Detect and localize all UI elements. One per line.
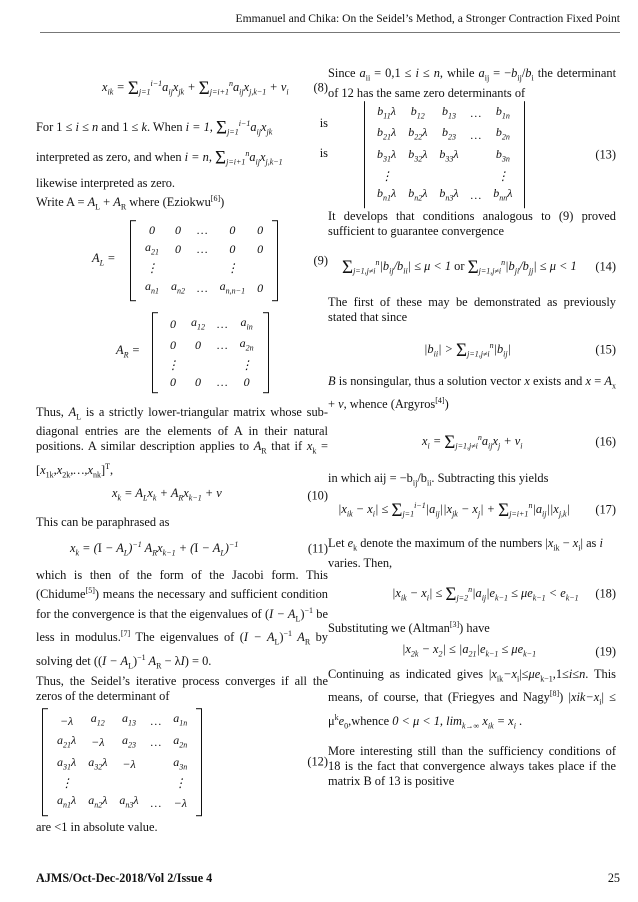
paragraph: Continuing as indicated gives $|x_{ik}-x_i|\le\mu e_{k-1},1\le i\le n$. This means, of course, that (Friegyes and Nagy[8]) $|xik-x_i|$ ≤ $\mu^ke_0,whence$ 0 < μ < 1, $\lim_{k\to\infty} x_{ik} = x_i$ . [328,666,617,731]
equation-13 [328,101,616,209]
equation-number: (19) [595,643,616,658]
equation-11: $x_k = (I - A_L)^{-1}$ $A_Rx_{k-1} + (I - A_L)^{-1}$ (11) [70,540,328,558]
paragraph: Substituting we (Altman[3]) have [328,620,490,636]
running-header: Emmanuel and Chika: On the Seidel’s Method, a Stronger Contraction Fixed Point [235,12,620,25]
equation-number: (14) [595,259,616,274]
page-number: 25 [607,871,620,885]
equation-number: (12) [307,754,328,769]
determinant-13: $b_{11}\lambda$ $b_{12}$ $b_{13}$ … $b_{1n}$ $b_{21}\lambda$ $b_{22}\lambda$ $b_{23}$ … $b_{2n}$ $b_{31}\lambda$ $b_{32}\lambda$ $b_{33}\lambda$ $b_{3n}$ ⋮ ⋮ $b_{n1}\lambda$ $b_{n2}\lambda$ $b_{n3}\lambda$ … $b_{nn}\lambda$ [364,101,525,209]
paragraph: which is then of the form of the Jacobi form. This (Chidume[5]) means the necessary and sufficient condition for the convergence is that the eigenvalues of $(I - A_L)^{-1}$ be less in modulus.[7] The eigenvalues of $(I - A_L)^{-1}$ $A_R$ by solving $\det ((I - A_L)^{-1}$ $A_R - \lambda I) = 0$. [36,568,329,671]
paragraph: Write $A = A_L + A_R$ where (Eziokwu[6]) [36,193,225,212]
matrix-AL: 0 0 … 0 0 $a_{21}$ 0 … 0 0 ⋮ ⋮ $a_{n1}$ $a_{n2}$ … $a_{n,n-1}$ 0 [130,220,278,302]
journal-citation: AJMS/Oct-Dec-2018/Vol 2/Issue 4 [36,871,213,885]
equation-number: (16) [595,434,616,449]
header-rule [40,32,620,33]
equation-9-AL: $A_L$ = 0 0 … 0 0 $a_{21}$ 0 … 0 0 ⋮ ⋮ $a_{n1}$ $a_{n2}$ … $a_{n,n-1}$ 0 (9) [36,215,328,307]
paragraph: are <1 in absolute value. [36,820,158,835]
equation-15: $|b_{ii}| > \Sigma_{j=1,j\ne i}^n|b_{ij}|$ (15) [424,339,616,361]
equation-number: (18) [595,586,616,601]
equation-19: $|x_{2k} - x_2| \le |a_{21}|e_{k-1} \le \mu e_{k-1}$ (19) [402,641,616,659]
matrix-AR: 0 $a_{12}$ … $a_{in}$ 0 0 … $a_{2n}$ ⋮ ⋮ 0 0 … 0 [152,312,269,394]
equation-12 [36,704,328,820]
equation-number: (17) [595,502,616,517]
equation-number: (15) [595,342,616,357]
paragraph: Thus, $A_L$ is a strictly lower-triangular matrix whose sub-diagonal entries are the elements of A in their natural positions. A similar description applies to $A_R$ that if $x_k$ = $[x_{1k},x_{2k},\dots,x_{nk}]^T$, [36,404,328,480]
paragraph: Thus, the Seidel’s iterative process converges if all the zeros of the determinant of [36,674,328,704]
paragraph: interpreted as zero, and when i = n, $\Sigma_{j=i+1}^na_{ij}x_{j,k-1}$ is [36,145,328,169]
equation-16: $x_i = \Sigma_{j=1,j\ne i}^na_{ij}x_j + v_i$ (16) [422,431,616,453]
equation-number: (11) [307,541,328,556]
equation-number: (13) [595,147,616,162]
equation-number: (9) [313,252,328,267]
paragraph: likewise interpreted as zero. [36,175,175,190]
equation-8: $x_{ik} = \Sigma_{j=1}^{i-1}a_{ij}x_{jk} + \Sigma_{j=i+1}^na_{ij}x_{j,k-1} + v_i$ (8) [102,77,328,99]
equation-number: (8) [313,80,328,95]
paragraph: The first of these may be demonstrated as previously stated that since [328,295,616,325]
paragraph: It develops that conditions analogous to (9) proved sufficient to guarantee convergence [328,208,616,239]
equation-10: $x_k = A_Lx_k + A_Rx_{k-1} + v$ (10) [112,486,328,503]
paragraph: in which aij = $-b_{ij}/b_{ii}$. Subtracting this yields [328,470,549,488]
paragraph: More interesting still than the sufficiency conditions of 18 is the fact that convergence always takes place if the matrix B of 13 is positive [328,743,616,789]
paragraph: For 1 ≤ i ≤ n and 1 ≤ k. When i = 1, $\Sigma_{j=1}^{i-1}a_{ij}x_{jk}$ is [36,116,328,139]
paragraph: B is nonsingular, thus a solution vector x exists and $x = A_x + v$, whence (Argyros[4]) [328,373,616,412]
equation-17: $|x_{ik} - x_i| \le \Sigma_{j=1}^{i-1}|a_{ij}||x_{jk} - x_j| + \Sigma_{j=i+1}^n|a_{ij}||x_{j,k}|$ (17) [338,500,616,522]
right-column [328,66,616,789]
left-column [36,66,328,836]
paragraph: Let $e_k$ denote the maximum of the numbers $|x_{ik} - x_i|$ as i varies. Then, [328,536,603,571]
equation-number: (10) [307,488,328,503]
equation-18: $|x_{ik} - x_i| \le \Sigma_{j=2}^n|a_{ij}|e_{k-1} \le \mu e_{k-1} < e_{k-1}$ (18) [392,584,616,606]
paragraph: This can be paraphrased as [36,514,170,529]
equation-14: $\Sigma_{j=1,j\ne i}^n|b_{ij}/b_{ii}| \le \mu < 1$ or $\Sigma_{j=1,j\ne i}^n|b_{ji}/b_{jj}| \le \mu < 1$ (14) [342,257,616,279]
paragraph: Since $a_{ii} = 0,1 \le i \le n$, while $a_{ij} = -b_{ij}/b_i$ the determinant of 12 has the same zero determinants of [328,66,617,100]
matrix-12: −λ $a_{12}$ $a_{13}$ … $a_{1n}$ $a_{21}\lambda$ −λ $a_{23}$ … $a_{2n}$ $a_{31}\lambda$ $a_{32}\lambda$ −λ $a_{3n}$ ⋮ ⋮ $a_{n1}\lambda$ $a_{n2}\lambda$ $a_{n3}\lambda$ … −λ [42,709,202,817]
equation-9-AR: $A_R$ = 0 $a_{12}$ … $a_{in}$ 0 0 … $a_{2n}$ ⋮ ⋮ 0 0 … 0 [36,307,328,399]
footer [36,871,620,886]
